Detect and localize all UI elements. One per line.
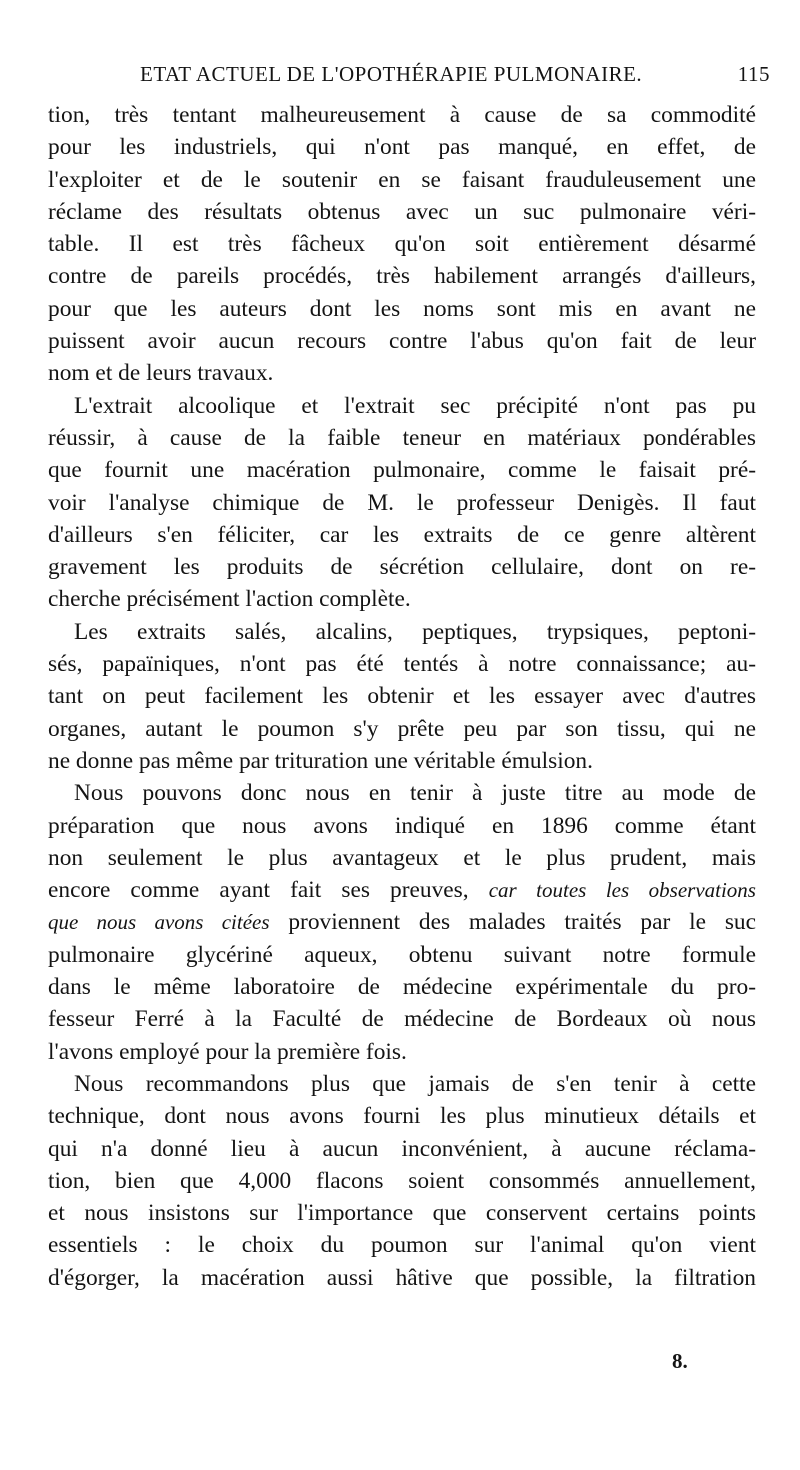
text-line: et nous insistons sur l'importance que conservent certains points [48,1200,756,1227]
text-line: préparation que nous avons indiqué en 1896 comme étant [48,812,756,839]
text-line: cherche précisément l'action complète. [48,586,411,613]
signature-mark: 8. [672,1349,688,1373]
running-title: ETAT ACTUEL DE L'OPOTHÉRAPIE PULMONAIRE. [140,62,643,86]
text-line: dans le même laboratoire de médecine expérimentale du pro- [48,974,756,1001]
text-line: ne donne pas même par trituration une véritable émulsion. [48,747,593,774]
text-line: essentiels : le choix du poumon sur l'animal qu'on vient [48,1232,756,1259]
text-line: qui n'a donné lieu à aucun inconvénient, à aucune réclama- [48,1135,756,1162]
text-line: l'avons employé pour la première fois. [48,1038,407,1065]
body-text [48,99,756,1294]
text-line: tant on peut facilement les obtenir et les essayer avec d'autres [48,683,756,710]
text-line-mixed [48,906,756,938]
text-line: réclame des résultats obtenus avec un suc pulmonaire véri- [48,198,756,225]
text-line: puissent avoir aucun recours contre l'abus qu'on fait de leur [48,328,756,355]
text-line: pulmonaire glycériné aqueux, obtenu suivant notre formule [48,941,756,968]
text-line: non seulement le plus avantageux et le plus prudent, mais [48,844,756,871]
text-line: technique, dont nous avons fourni les plus minutieux détails et [48,1103,756,1130]
text-line: pour que les auteurs dont les noms sont mis en avant ne [48,295,756,322]
page-number: 115 [737,62,770,86]
text-line: fesseur Ferré à la Faculté de médecine de Bordeaux où nous [48,1006,756,1033]
text-line: Les extraits salés, alcalins, peptiques, trypsiques, peptoni- [74,618,756,645]
text-line: L'extrait alcoolique et l'extrait sec précipité n'ont pas pu [74,392,756,419]
text-line: l'exploiter et de le soutenir en se faisant frauduleusement une [48,166,756,193]
text-line: tion, très tentant malheureusement à cause de sa commodité [48,102,756,128]
text-line: nom et de leurs travaux. [48,360,274,387]
text-line: d'égorger, la macération aussi hâtive que possible, la filtration [48,1264,756,1291]
italic-span: que nous avons citées [48,910,270,935]
text-line: organes, autant le poumon s'y prête peu par son tissu, qui ne [48,715,756,742]
running-header [48,62,770,94]
text-line: sés, papaïniques, n'ont pas été tentés à notre connaissance; au- [48,651,756,678]
text-span: encore comme ayant fait ses preuves, [48,877,469,904]
text-line: table. Il est très fâcheux qu'on soit entièrement désarmé [48,231,756,258]
text-line: contre de pareils procédés, très habilement arrangés d'ailleurs, [48,263,756,290]
text-line: voir l'analyse chimique de M. le professeur Denigès. Il faut [48,489,756,516]
text-line: que fournit une macération pulmonaire, comme le faisait pré- [48,457,756,484]
text-line: gravement les produits de sécrétion cellulaire, dont on re- [48,554,756,581]
text-line: d'ailleurs s'en féliciter, car les extraits de ce genre altèrent [48,521,756,548]
text-line: pour les industriels, qui n'ont pas manqué, en effet, de [48,134,756,161]
italic-span: car toutes les observations [488,878,756,903]
text-line: Nous recommandons plus que jamais de s'en tenir à cette [74,1070,756,1097]
text-line: réussir, à cause de la faible teneur en matériaux pondérables [48,424,756,451]
text-line-mixed [48,874,756,906]
text-line: tion, bien que 4,000 flacons soient consommés annuellement, [48,1167,756,1194]
text-span: proviennent des malades traités par le suc [288,909,756,936]
text-line: Nous pouvons donc nous en tenir à juste titre au mode de [74,780,756,807]
